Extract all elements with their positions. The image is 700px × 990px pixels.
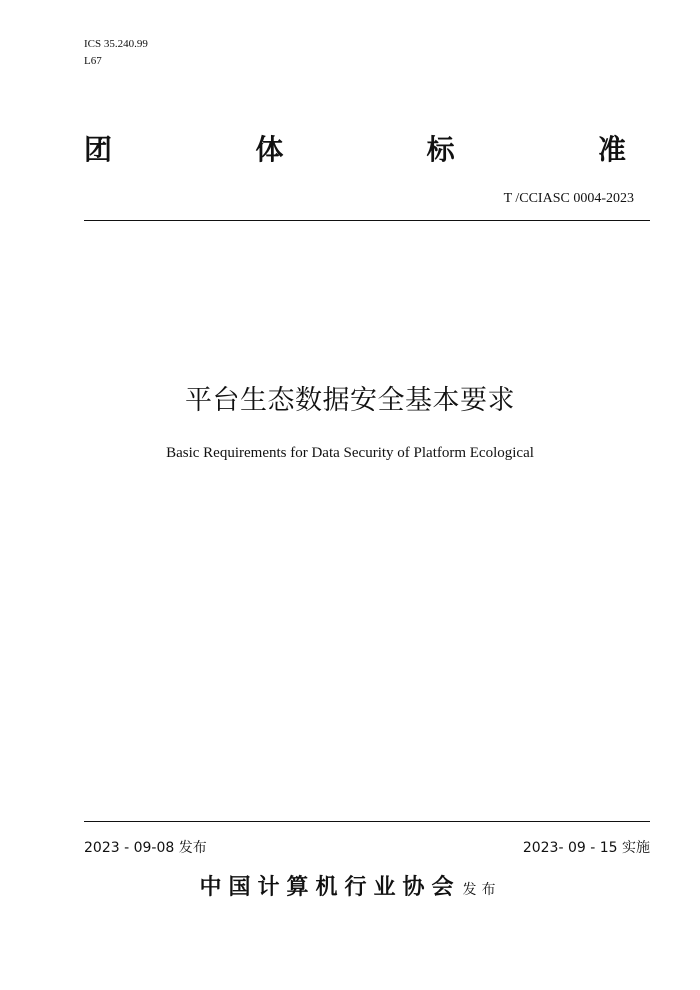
standard-type-char: 标 xyxy=(426,133,455,166)
standard-type-heading xyxy=(84,128,626,168)
header-divider xyxy=(84,220,650,221)
publish-date: 2023 - 09-08 发布 xyxy=(84,840,207,856)
document-title-chinese: 平台生态数据安全基本要求 xyxy=(185,385,515,416)
ics-code: ICS 35.240.99 xyxy=(84,38,148,50)
implementation-date: 2023- 09 - 15 实施 xyxy=(522,840,650,856)
publisher xyxy=(0,870,700,901)
standard-type-char: 准 xyxy=(597,133,626,166)
document-title-english: Basic Requirements for Data Security of Platform Ecological xyxy=(166,445,534,461)
footer-divider xyxy=(84,821,650,822)
classification-code: L67 xyxy=(84,55,102,67)
publisher-name: 中国计算机行业协会 xyxy=(199,875,461,900)
standard-type-char: 团 xyxy=(84,133,113,166)
standard-number: T /CCIASC 0004-2023 xyxy=(503,191,634,206)
publisher-suffix: 发布 xyxy=(462,882,501,898)
standard-type-char: 体 xyxy=(255,133,284,166)
